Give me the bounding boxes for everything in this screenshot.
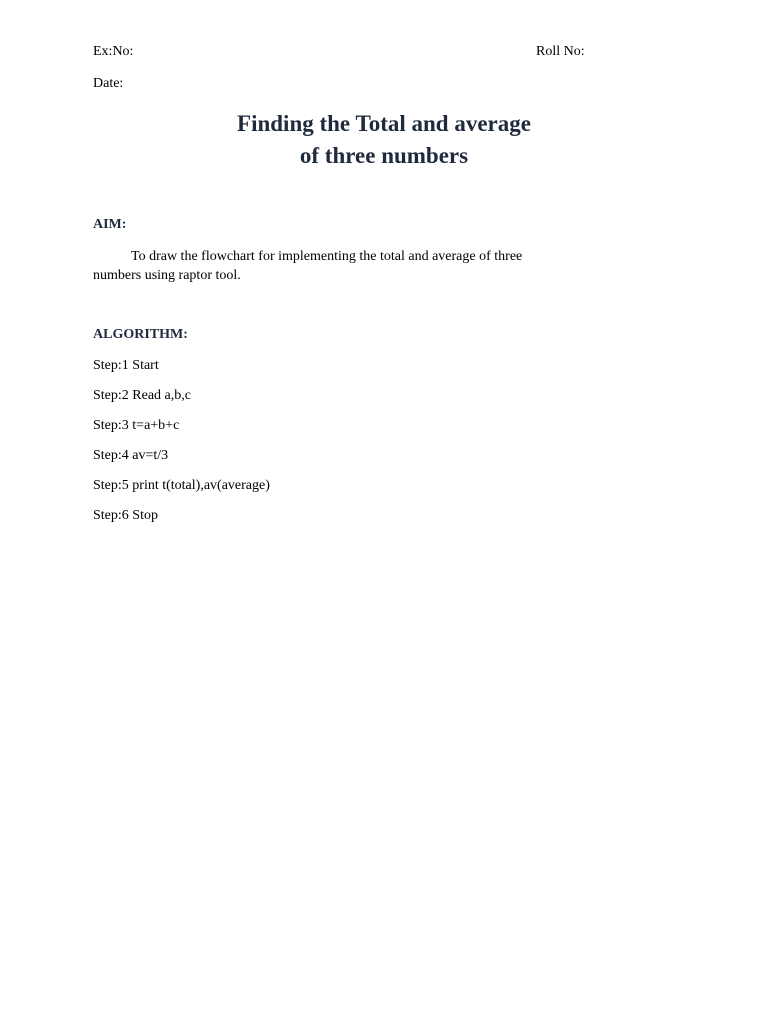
ex-no-label: Ex:No: xyxy=(93,44,134,59)
algorithm-step: Step:2 Read a,b,c xyxy=(93,388,191,403)
page-title-line-2: of three numbers xyxy=(299,143,469,168)
aim-heading: AIM: xyxy=(93,217,127,232)
page-title-line-1: Finding the Total and average xyxy=(237,111,531,136)
roll-no-label: Roll No: xyxy=(536,44,585,59)
aim-text-line-1 xyxy=(93,247,593,266)
algorithm-step: Step:6 Stop xyxy=(93,508,158,523)
algorithm-step: Step:4 av=t/3 xyxy=(93,448,169,463)
aim-text-line-1-content: To draw the flowchart for implementing the total and average of three xyxy=(131,249,523,264)
algorithm-step: Step:1 Start xyxy=(93,358,159,373)
aim-text-line-2: numbers using raptor tool. xyxy=(93,268,241,283)
algorithm-step: Step:3 t=a+b+c xyxy=(93,418,180,433)
aim-paragraph xyxy=(93,247,593,285)
algorithm-heading: ALGORITHM: xyxy=(93,327,188,342)
date-label: Date: xyxy=(93,76,124,91)
algorithm-step: Step:5 print t(total),av(average) xyxy=(93,478,270,493)
